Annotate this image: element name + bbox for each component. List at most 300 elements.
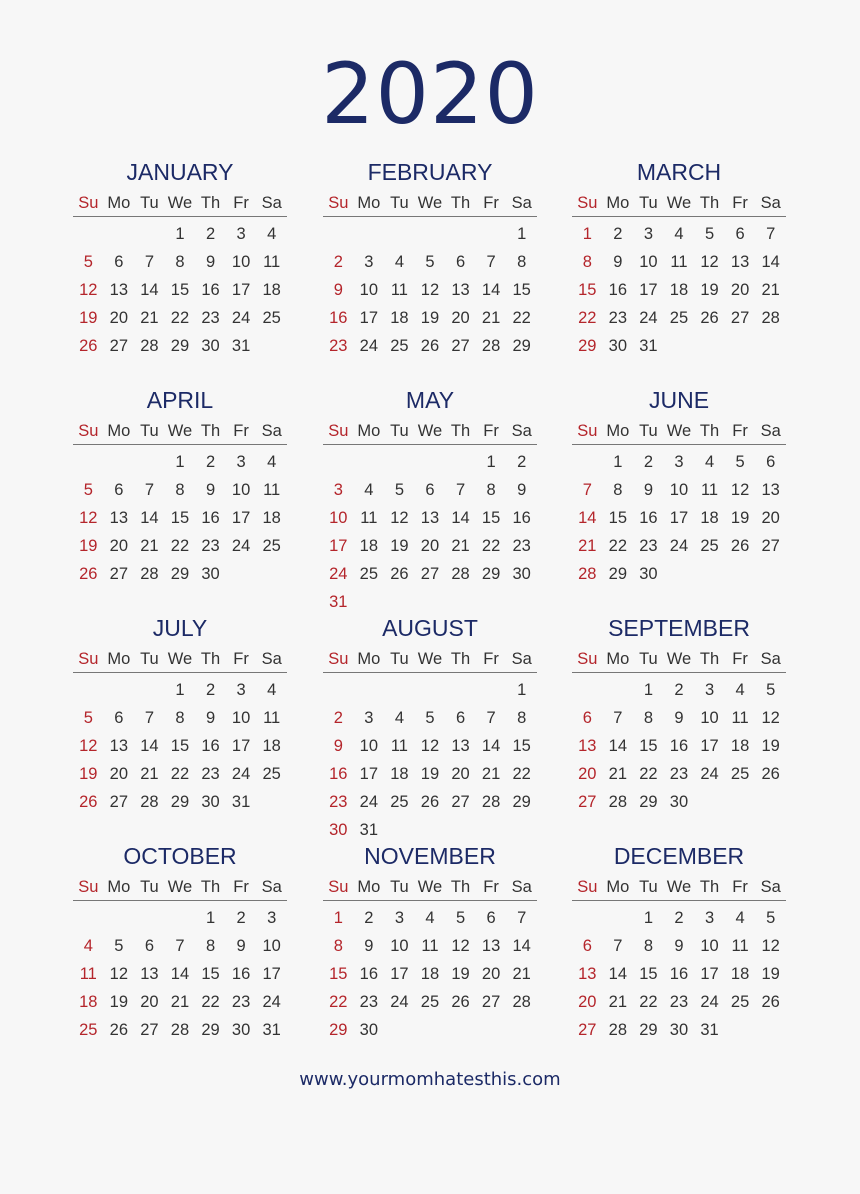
day-cell: 30 [608, 337, 628, 355]
day-cell: 25 [262, 309, 281, 327]
day-cell: 3 [643, 225, 653, 243]
day-cell: 26 [700, 309, 719, 327]
day-cell: 30 [201, 793, 220, 811]
day-cell: 18 [669, 281, 689, 299]
day-cell: 6 [114, 709, 124, 727]
day-cell: 6 [486, 909, 496, 927]
day-cell: 14 [140, 509, 159, 527]
day-cell: 2 [643, 453, 653, 471]
weekday-header-row [73, 648, 287, 673]
day-cell: 30 [669, 1021, 689, 1039]
weekday-label: Sa [760, 422, 781, 440]
day-cell: 15 [578, 281, 597, 299]
day-cell: 13 [578, 965, 597, 983]
day-cell: 3 [364, 253, 374, 271]
weekday-header-row [572, 648, 786, 673]
weekday-label: Sa [511, 194, 532, 212]
day-cell: 9 [613, 253, 623, 271]
day-cell: 23 [512, 537, 531, 555]
day-cell: 3 [333, 481, 343, 499]
day-cell: 11 [700, 481, 719, 499]
weekday-label: Fr [483, 650, 499, 668]
day-cell: 21 [140, 765, 159, 783]
day-cell: 29 [481, 565, 501, 583]
day-cell: 11 [390, 737, 408, 755]
weekday-label: Su [577, 194, 598, 212]
day-cell: 5 [394, 481, 404, 499]
day-cell: 22 [170, 309, 190, 327]
day-cell: 19 [761, 737, 780, 755]
day-cell: 20 [109, 537, 129, 555]
day-cell: 6 [425, 481, 435, 499]
weekday-label: Tu [140, 650, 159, 668]
empty-day-cell [415, 676, 446, 704]
day-cell: 27 [140, 1021, 159, 1039]
day-cell: 21 [578, 537, 597, 555]
day-cell: 25 [359, 565, 379, 583]
month-february [323, 158, 537, 360]
weekday-label: We [666, 422, 692, 440]
weekday-label: Tu [390, 422, 409, 440]
empty-day-cell [415, 220, 446, 248]
weekday-header-row [572, 420, 786, 445]
day-cell: 13 [730, 253, 750, 271]
weekday-label: Sa [261, 878, 282, 896]
day-cell: 3 [236, 453, 246, 471]
day-cell: 19 [700, 281, 719, 299]
day-cell: 16 [669, 965, 689, 983]
day-cell: 24 [700, 765, 719, 783]
day-cell: 2 [517, 453, 527, 471]
day-cell: 23 [329, 793, 348, 811]
weekday-label: Mo [357, 194, 381, 212]
day-cell: 28 [481, 337, 501, 355]
day-cell: 10 [262, 937, 281, 955]
day-cell: 28 [170, 1021, 190, 1039]
empty-day-cell [476, 220, 507, 248]
day-cell: 9 [333, 737, 343, 755]
weekday-header-row [323, 192, 537, 217]
day-cell: 20 [451, 309, 470, 327]
day-cell: 13 [451, 281, 470, 299]
day-cell: 16 [201, 737, 220, 755]
day-cell: 24 [231, 765, 251, 783]
day-cell: 4 [364, 481, 374, 499]
day-cell: 3 [267, 909, 277, 927]
empty-day-cell [104, 904, 135, 932]
weekday-label: Su [78, 650, 99, 668]
weekday-header-row [572, 876, 786, 901]
day-cell: 31 [262, 1021, 281, 1039]
month-december [572, 842, 786, 1044]
day-cell: 31 [359, 821, 379, 839]
day-cell: 10 [669, 481, 689, 499]
empty-day-cell [445, 220, 476, 248]
weekday-label: Sa [760, 194, 781, 212]
day-cell: 8 [643, 709, 653, 727]
day-cell: 5 [425, 709, 435, 727]
day-cell: 1 [175, 225, 185, 243]
day-cell: 6 [582, 709, 592, 727]
empty-day-cell [165, 904, 196, 932]
day-cell: 24 [669, 537, 689, 555]
empty-day-cell [104, 676, 135, 704]
day-cell: 14 [481, 737, 501, 755]
day-cell: 30 [329, 821, 348, 839]
empty-day-cell [603, 904, 634, 932]
day-cell: 24 [390, 993, 409, 1011]
day-cell: 5 [83, 253, 93, 271]
day-cell: 2 [674, 681, 684, 699]
day-cell: 26 [730, 537, 750, 555]
day-cell: 17 [700, 737, 719, 755]
day-cell: 26 [109, 1021, 129, 1039]
weekday-label: We [167, 422, 193, 440]
day-cell: 2 [333, 253, 343, 271]
day-cell: 9 [236, 937, 246, 955]
day-cell: 9 [674, 937, 684, 955]
empty-day-cell [384, 220, 415, 248]
day-cell: 30 [359, 1021, 379, 1039]
day-cell: 24 [262, 993, 281, 1011]
day-cell: 18 [390, 765, 409, 783]
day-cell: 7 [175, 937, 185, 955]
day-cell: 25 [262, 537, 281, 555]
day-cell: 22 [512, 309, 531, 327]
weekday-label: Fr [732, 650, 748, 668]
day-cell: 7 [455, 481, 466, 499]
day-cell: 6 [455, 253, 466, 271]
day-cell: 30 [231, 1021, 251, 1039]
day-cell: 4 [267, 453, 277, 471]
day-cell: 26 [420, 793, 440, 811]
day-cell: 16 [608, 281, 628, 299]
day-cell: 10 [231, 481, 251, 499]
empty-day-cell [323, 676, 354, 704]
day-cell: 7 [144, 481, 154, 499]
weekday-label: Tu [639, 422, 658, 440]
day-cell: 30 [512, 565, 531, 583]
day-cell: 19 [79, 309, 98, 327]
day-cell: 4 [674, 225, 684, 243]
day-cell: 6 [582, 937, 592, 955]
day-cell: 1 [486, 453, 496, 471]
day-cell: 7 [517, 909, 527, 927]
day-cell: 22 [201, 993, 220, 1011]
day-cell: 23 [608, 309, 628, 327]
day-cell: 19 [109, 993, 129, 1011]
day-cell: 13 [578, 737, 597, 755]
days-grid [572, 448, 786, 588]
day-cell: 24 [700, 993, 719, 1011]
day-cell: 15 [170, 737, 190, 755]
day-cell: 10 [700, 709, 719, 727]
day-cell: 25 [79, 1021, 98, 1039]
weekday-header-row [323, 420, 537, 445]
month-name: FEBRUARY [367, 159, 493, 185]
weekday-label: Su [328, 878, 349, 896]
empty-day-cell [476, 676, 507, 704]
month-june [572, 386, 786, 588]
day-cell: 26 [761, 993, 780, 1011]
day-cell: 6 [455, 709, 466, 727]
empty-day-cell [323, 448, 354, 476]
weekday-label: Fr [483, 878, 499, 896]
day-cell: 3 [364, 709, 374, 727]
day-cell: 26 [79, 565, 98, 583]
empty-day-cell [134, 676, 165, 704]
weekday-label: Mo [606, 878, 630, 896]
empty-day-cell [572, 448, 603, 476]
weekday-label: Sa [511, 878, 532, 896]
day-cell: 26 [451, 993, 470, 1011]
day-cell: 23 [359, 993, 379, 1011]
day-cell: 8 [643, 937, 653, 955]
day-cell: 5 [83, 709, 93, 727]
weekday-label: Fr [732, 878, 748, 896]
day-cell: 5 [455, 909, 466, 927]
day-cell: 4 [704, 453, 715, 471]
day-cell: 11 [263, 481, 281, 499]
day-cell: 31 [639, 337, 658, 355]
day-cell: 1 [175, 681, 185, 699]
day-cell: 19 [420, 309, 440, 327]
day-cell: 7 [766, 225, 776, 243]
day-cell: 2 [205, 453, 216, 471]
day-cell: 11 [263, 253, 281, 271]
month-august [323, 614, 537, 844]
weekday-header-row [572, 192, 786, 217]
weekday-label: Sa [511, 650, 532, 668]
day-cell: 29 [608, 565, 628, 583]
days-grid [572, 904, 786, 1044]
day-cell: 23 [201, 537, 220, 555]
day-cell: 13 [109, 509, 129, 527]
day-cell: 17 [262, 965, 281, 983]
day-cell: 23 [231, 993, 251, 1011]
day-cell: 6 [766, 453, 776, 471]
day-cell: 14 [451, 509, 470, 527]
weekday-label: Tu [390, 194, 409, 212]
weekday-label: Mo [606, 194, 630, 212]
day-cell: 9 [333, 281, 343, 299]
day-cell: 9 [517, 481, 527, 499]
month-july [73, 614, 287, 816]
month-name: MAY [405, 387, 455, 413]
weekday-label: Tu [140, 194, 159, 212]
day-cell: 17 [669, 509, 689, 527]
weekday-header-row [73, 420, 287, 445]
weekday-label: We [167, 878, 193, 896]
day-cell: 18 [262, 737, 281, 755]
weekday-header-row [73, 192, 287, 217]
month-name: JANUARY [126, 159, 234, 185]
day-cell: 19 [451, 965, 470, 983]
day-cell: 27 [578, 1021, 597, 1039]
day-cell: 27 [109, 565, 129, 583]
day-cell: 15 [170, 281, 190, 299]
weekday-label: Fr [233, 194, 249, 212]
day-cell: 20 [109, 309, 129, 327]
day-cell: 18 [262, 281, 281, 299]
day-cell: 23 [329, 337, 348, 355]
weekday-label: Mo [107, 650, 131, 668]
month-march [572, 158, 786, 360]
day-cell: 13 [140, 965, 159, 983]
day-cell: 7 [613, 709, 623, 727]
day-cell: 29 [639, 1021, 658, 1039]
day-cell: 8 [333, 937, 343, 955]
day-cell: 27 [451, 337, 470, 355]
weekday-label: Fr [233, 422, 249, 440]
day-cell: 4 [394, 253, 404, 271]
month-name: AUGUST [382, 615, 478, 641]
day-cell: 18 [390, 309, 409, 327]
weekday-label: Sa [760, 650, 781, 668]
month-name: NOVEMBER [364, 843, 496, 869]
day-cell: 12 [451, 937, 470, 955]
day-cell: 19 [420, 765, 440, 783]
day-cell: 30 [201, 337, 220, 355]
weekday-label: Th [699, 650, 720, 668]
day-cell: 5 [114, 937, 124, 955]
day-cell: 24 [231, 537, 251, 555]
weekday-label: Su [328, 422, 349, 440]
day-cell: 1 [517, 225, 527, 243]
weekday-label: Fr [233, 650, 249, 668]
day-cell: 18 [420, 965, 440, 983]
empty-day-cell [73, 448, 104, 476]
day-cell: 15 [512, 281, 531, 299]
empty-day-cell [104, 448, 135, 476]
day-cell: 20 [451, 765, 470, 783]
days-grid [323, 676, 537, 844]
day-cell: 16 [201, 509, 220, 527]
day-cell: 12 [761, 709, 780, 727]
day-cell: 31 [700, 1021, 719, 1039]
days-grid [572, 676, 786, 816]
day-cell: 26 [79, 793, 98, 811]
month-january [73, 158, 287, 360]
weekday-label: Sa [760, 878, 781, 896]
day-cell: 15 [608, 509, 628, 527]
day-cell: 28 [140, 793, 159, 811]
weekday-label: Th [450, 650, 471, 668]
day-cell: 11 [731, 709, 749, 727]
day-cell: 21 [140, 309, 159, 327]
empty-day-cell [73, 904, 104, 932]
day-cell: 19 [79, 765, 98, 783]
weekday-label: We [167, 194, 193, 212]
day-cell: 13 [420, 509, 440, 527]
day-cell: 29 [170, 793, 190, 811]
day-cell: 5 [83, 481, 93, 499]
empty-day-cell [445, 676, 476, 704]
day-cell: 7 [486, 709, 496, 727]
day-cell: 14 [140, 281, 159, 299]
weekday-label: Mo [357, 422, 381, 440]
weekday-label: Tu [390, 878, 409, 896]
empty-day-cell [354, 220, 385, 248]
day-cell: 12 [390, 509, 409, 527]
website-url: www.yourmomhatesthis.com [299, 1069, 561, 1090]
day-cell: 12 [730, 481, 750, 499]
weekday-label: Sa [261, 650, 282, 668]
empty-day-cell [572, 676, 603, 704]
day-cell: 7 [613, 937, 623, 955]
day-cell: 22 [639, 765, 658, 783]
day-cell: 20 [578, 765, 597, 783]
day-cell: 26 [390, 565, 409, 583]
days-grid [323, 220, 537, 360]
day-cell: 1 [643, 681, 653, 699]
day-cell: 12 [109, 965, 129, 983]
empty-day-cell [73, 220, 104, 248]
day-cell: 29 [512, 337, 531, 355]
month-name: JUNE [648, 387, 710, 413]
weekday-label: Su [577, 650, 598, 668]
day-cell: 14 [140, 737, 159, 755]
day-cell: 13 [109, 737, 129, 755]
weekday-header-row [323, 648, 537, 673]
day-cell: 10 [390, 937, 409, 955]
weekday-label: Th [200, 422, 221, 440]
weekday-label: We [666, 878, 692, 896]
day-cell: 27 [109, 337, 129, 355]
weekday-label: Mo [606, 422, 630, 440]
day-cell: 14 [761, 253, 780, 271]
day-cell: 24 [359, 793, 379, 811]
day-cell: 4 [394, 709, 404, 727]
weekday-label: Sa [261, 194, 282, 212]
weekday-label: Th [200, 194, 221, 212]
weekday-label: Su [78, 194, 99, 212]
day-cell: 20 [140, 993, 159, 1011]
day-cell: 19 [730, 509, 750, 527]
day-cell: 1 [175, 453, 185, 471]
day-cell: 12 [420, 281, 440, 299]
weekday-label: Fr [233, 878, 249, 896]
day-cell: 29 [512, 793, 531, 811]
day-cell: 8 [205, 937, 216, 955]
weekday-label: Su [577, 878, 598, 896]
weekday-label: Tu [390, 650, 409, 668]
day-cell: 28 [608, 793, 628, 811]
empty-day-cell [384, 676, 415, 704]
day-cell: 31 [329, 593, 348, 611]
day-cell: 12 [761, 937, 780, 955]
calendar-year-title: 2020 [321, 45, 539, 143]
day-cell: 18 [262, 509, 281, 527]
day-cell: 11 [421, 937, 439, 955]
day-cell: 8 [175, 253, 185, 271]
day-cell: 2 [236, 909, 246, 927]
day-cell: 16 [231, 965, 251, 983]
day-cell: 27 [451, 793, 470, 811]
day-cell: 2 [364, 909, 374, 927]
day-cell: 22 [639, 993, 658, 1011]
weekday-label: Su [328, 650, 349, 668]
day-cell: 5 [766, 909, 776, 927]
day-cell: 2 [205, 225, 216, 243]
day-cell: 13 [109, 281, 129, 299]
weekday-label: Tu [639, 878, 658, 896]
day-cell: 12 [79, 737, 98, 755]
day-cell: 9 [205, 253, 216, 271]
empty-day-cell [445, 448, 476, 476]
day-cell: 4 [735, 909, 745, 927]
day-cell: 29 [639, 793, 658, 811]
